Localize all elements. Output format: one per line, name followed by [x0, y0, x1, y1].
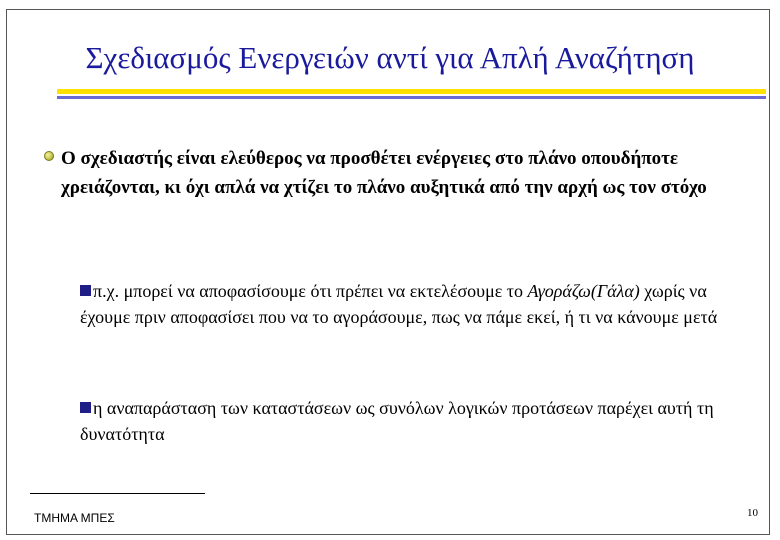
sub-point-2-text: η αναπαράσταση των καταστάσεων ως συνόλων λογικών προτάσεων παρέχει αυτή τη δυνατότητα — [80, 398, 714, 444]
sub-point-2 — [80, 395, 760, 447]
title-underline-blue — [57, 96, 766, 99]
sub-point-1-text-after: χωρίς να έχουμε πριν αποφασίσει που να το αγοράσουμε, πως να πάμε εκεί, ή τι να κάνουμε μετά — [80, 281, 718, 327]
main-bullet-icon — [44, 151, 54, 161]
main-point: Ο σχεδιαστής είναι ελεύθερος να προσθέτει ενέργειες στο πλάνο οπουδήποτε χρειάζονται, κι όχι απλά να χτίζει το πλάνο αυξητικά από την αρχή ως τον στόχο — [61, 148, 707, 198]
slide-title: Σχεδιασμός Ενεργειών αντί για Απλή Αναζήτηση — [85, 40, 695, 75]
sub-point-1-italic: Αγοράζω(Γάλα) — [527, 281, 640, 301]
footer-divider — [30, 493, 205, 494]
slide-frame — [6, 9, 770, 535]
page-number: 10 — [747, 507, 758, 519]
sub-point-1-text-before: π.χ. μπορεί να αποφασίσουμε ότι πρέπει να εκτελέσουμε το — [93, 281, 528, 301]
sub-point-1 — [80, 278, 760, 330]
footer-text: ΤΜΗΜΑ ΜΠΕΣ — [34, 511, 115, 525]
title-underline-yellow — [57, 89, 766, 94]
